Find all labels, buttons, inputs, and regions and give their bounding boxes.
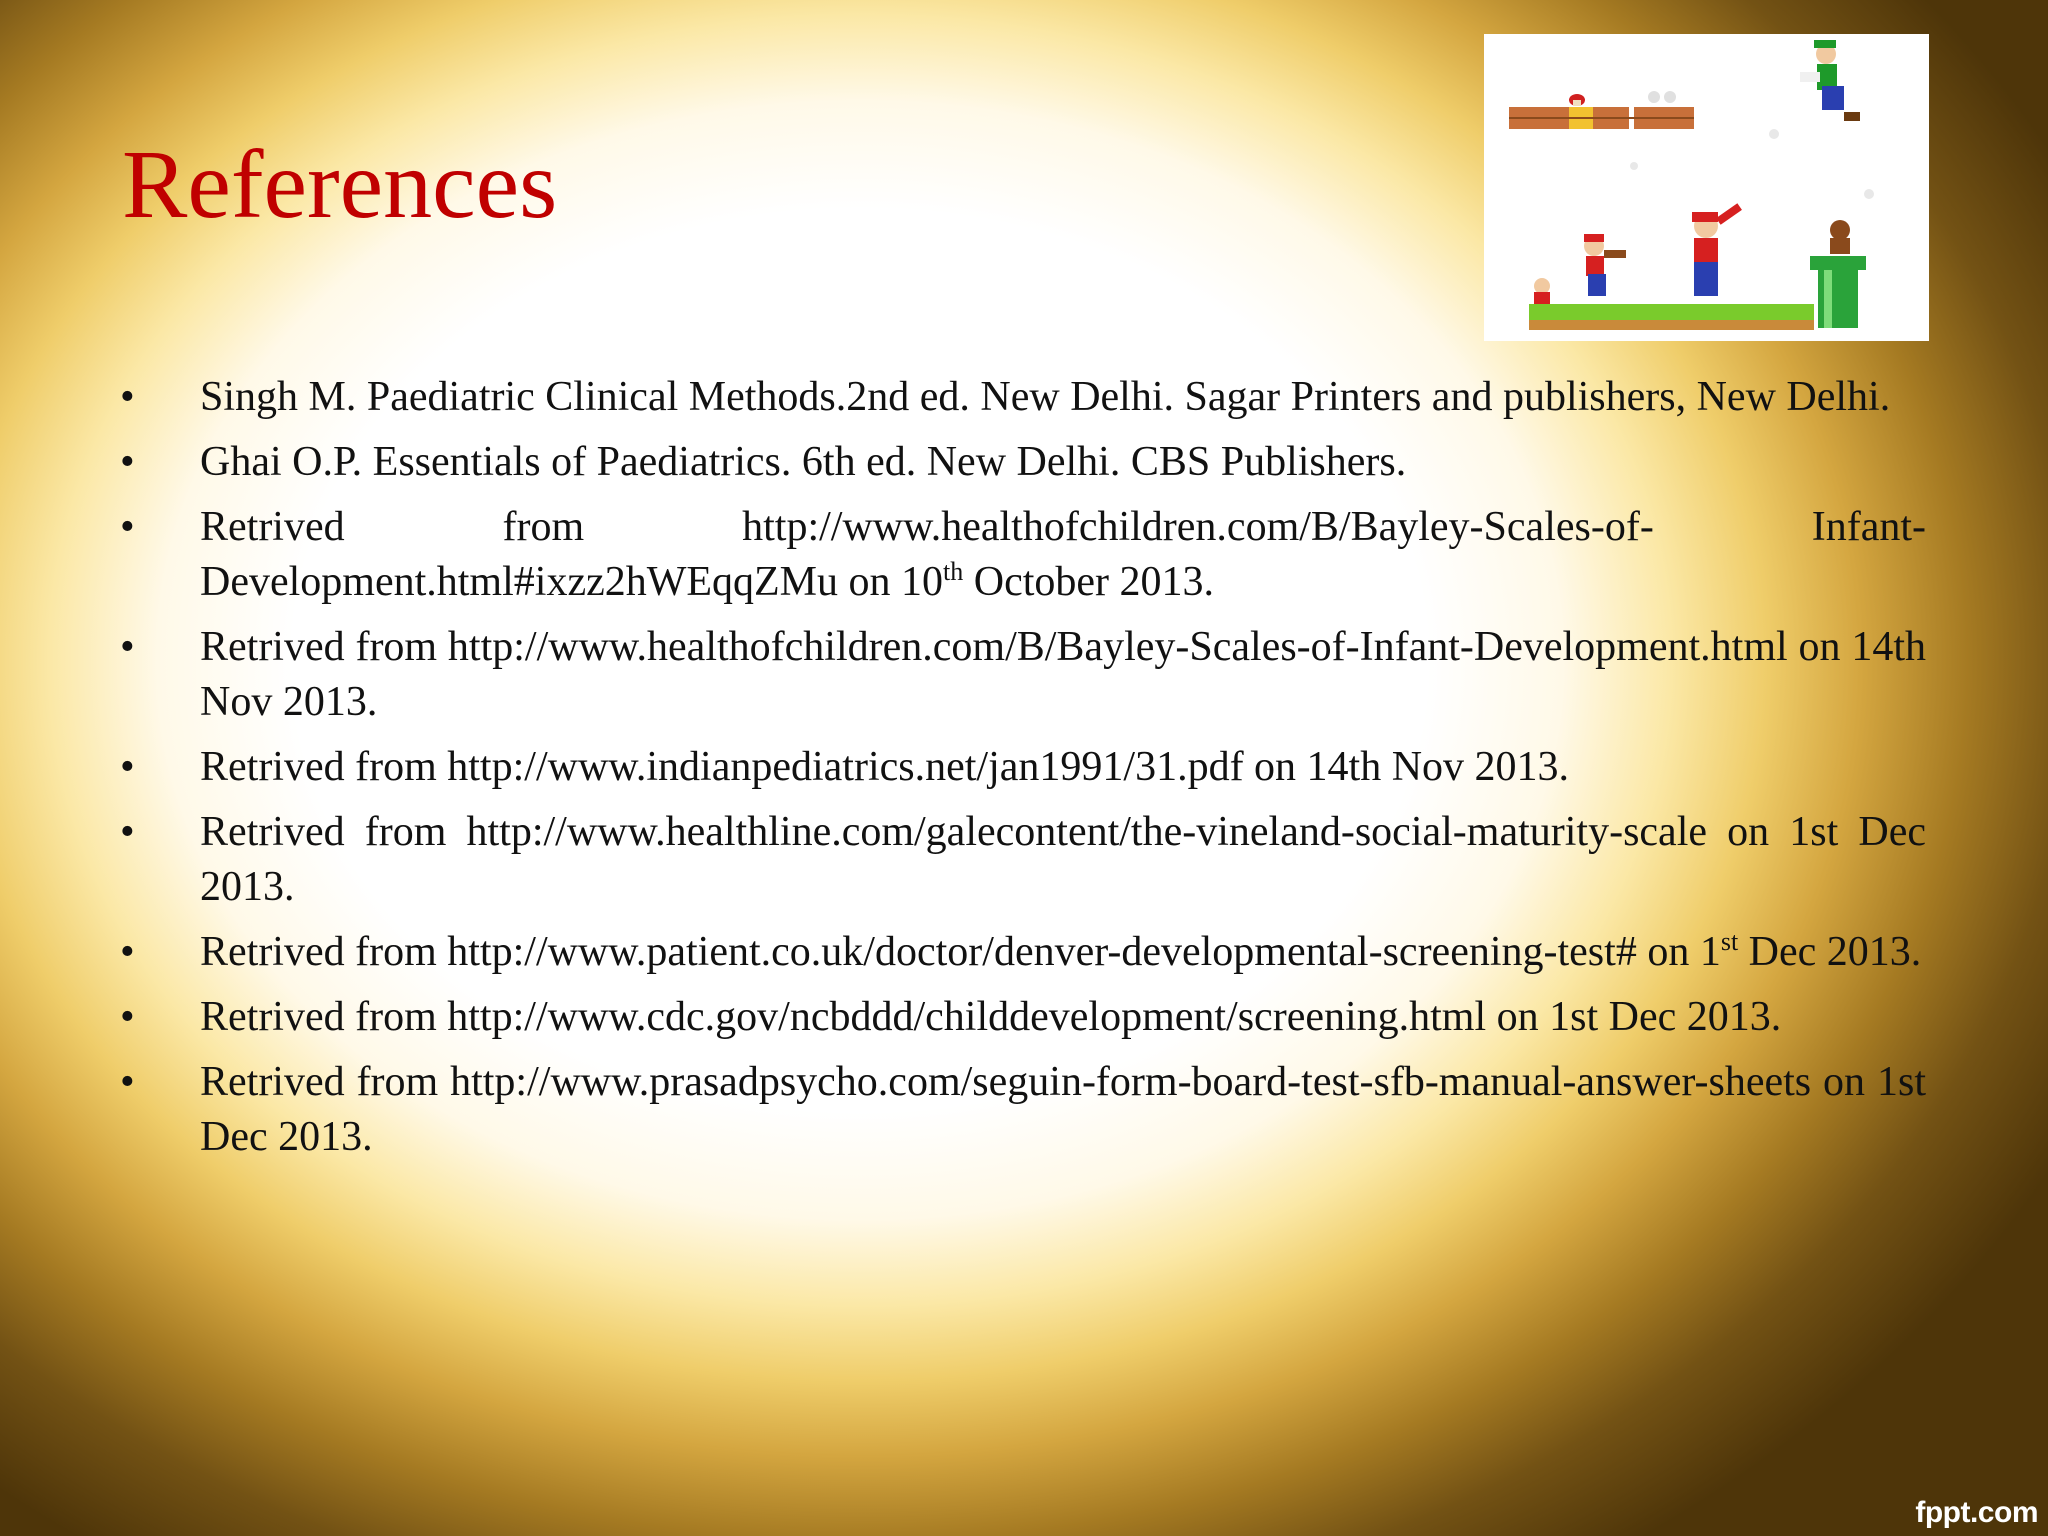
bullet-icon: • [120, 504, 135, 550]
mario-scene-illustration [1484, 34, 1929, 341]
bullet-icon: • [120, 994, 135, 1040]
monkey-figure [1830, 220, 1850, 254]
reference-item [120, 435, 1926, 490]
reference-item [120, 990, 1926, 1045]
reference-item [120, 620, 1926, 730]
mario-small-figure [1534, 278, 1550, 304]
brick-blocks [1509, 107, 1694, 129]
reference-item [120, 740, 1926, 795]
reference-text: Retrived from http://www.healthofchildren.com/B/Bayley-Scales-of- Infant-Development.html#ixzz2hWEqqZMu on 10 [200, 504, 1926, 605]
green-pipe [1810, 256, 1866, 328]
bullet-icon: • [120, 809, 135, 855]
slide-title: References [122, 131, 558, 239]
reference-ordinal-suffix: st [1720, 927, 1739, 956]
mario-big-figure [1692, 203, 1742, 296]
reference-item [120, 925, 1926, 980]
reference-item [120, 1055, 1926, 1165]
reference-text: Retrived from http://www.healthofchildren.com/B/Bayley-Scales-of-Infant-Development.html on 14th Nov 2013. [200, 624, 1926, 725]
reference-text: Retrived from http://www.patient.co.uk/doctor/denver-developmental-screening-test# on 1 [200, 929, 1721, 975]
reference-text: Retrived from http://www.indianpediatrics.net/jan1991/31.pdf on 14th Nov 2013. [200, 744, 1570, 790]
reference-text: Singh M. Paediatric Clinical Methods.2nd ed. New Delhi. Sagar Printers and publishers, New Delhi. [200, 374, 1891, 420]
bullet-icon: • [120, 439, 135, 485]
reference-item [120, 500, 1926, 610]
bullet-icon: • [120, 1059, 135, 1105]
reference-text: Retrived from http://www.prasadpsycho.com/seguin-form-board-test-sfb-manual-answer-sheets on 1st Dec 2013. [200, 1059, 1926, 1160]
bullet-icon: • [120, 929, 135, 975]
reference-item [120, 370, 1926, 425]
bullet-icon: • [120, 624, 135, 670]
reference-text: Retrived from http://www.cdc.gov/ncbddd/childdevelopment/screening.html on 1st Dec 2013. [200, 994, 1782, 1040]
footer-brand: fppt.com [1915, 1496, 2038, 1529]
reference-item [120, 805, 1926, 915]
reference-text: Ghai O.P. Essentials of Paediatrics. 6th ed. New Delhi. CBS Publishers. [200, 439, 1407, 485]
bullet-icon: • [120, 374, 135, 420]
luigi-figure [1800, 40, 1860, 121]
mario-running-figure [1584, 234, 1626, 296]
reference-text-tail: Dec 2013. [1738, 929, 1922, 975]
mushroom-icon [1569, 94, 1585, 106]
reference-text: Retrived from http://www.healthline.com/galecontent/the-vineland-social-maturity-scale on 1st Dec 2013. [200, 809, 1926, 910]
ground-platform [1529, 304, 1814, 330]
references-list [120, 370, 1926, 1175]
bullet-icon: • [120, 744, 135, 790]
reference-text-tail: October 2013. [963, 559, 1215, 605]
reference-ordinal-suffix: th [943, 557, 964, 586]
